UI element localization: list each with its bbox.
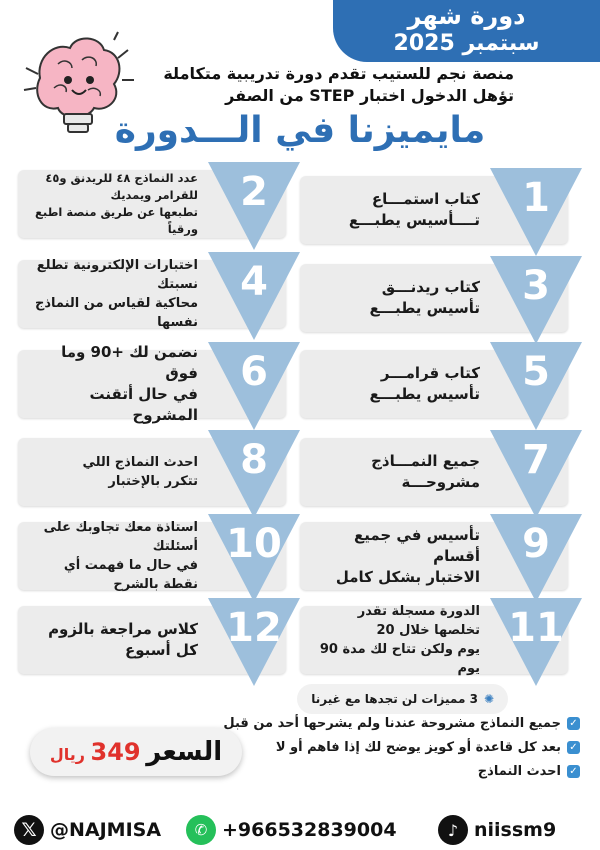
feature-line: في حال أتقنت المشروح: [89, 385, 198, 424]
exclusive-item: [223, 716, 580, 731]
feature-card-6: [18, 343, 286, 424]
feature-card-12: [18, 606, 286, 674]
twitter-text: @NAJMISA: [50, 819, 162, 841]
feature-line: كلاس مراجعة بالزوم: [48, 620, 198, 638]
intro-line1: منصة نجم للستيب تقدم دورة تدريبية متكاملة: [163, 64, 514, 83]
feature-number: 5: [522, 349, 550, 395]
feature-line: استاذة معك تجاوبك على أسئلتك: [43, 520, 198, 554]
feature-number: 9: [522, 521, 550, 567]
feature-line: كتاب استمـــاع: [371, 190, 480, 208]
feature-number: 6: [240, 349, 268, 395]
tiktok-icon: ♪: [438, 815, 468, 845]
check-icon: ✓: [567, 765, 580, 778]
page-title: مايميزنا في الـــدورة: [114, 110, 486, 151]
tiktok-handle[interactable]: [438, 812, 556, 848]
feature-line: نضمن لك +90 وما فوق: [61, 343, 198, 382]
feature-card-7: [300, 438, 568, 506]
feature-card-4: [18, 260, 286, 328]
badge-line2: سبتمبر 2025: [393, 31, 540, 56]
feature-line: مشروحـــة: [401, 473, 480, 491]
exclusive-item: [276, 740, 580, 755]
price-amount: 349: [90, 738, 141, 766]
exclusives-title-text: 3 مميزات لن تجدها مع غيرنا: [311, 692, 478, 706]
feature-line: تتكرر بالإختبار: [108, 474, 198, 489]
feature-line: اختبارات الإلكترونية تطلع نسبتك: [36, 258, 198, 292]
exclusive-item-text: بعد كل قاعدة أو كويز يوضح لك إذا فاهم أو لا: [275, 740, 561, 755]
price-label: السعر: [146, 737, 223, 767]
feature-number: 7: [522, 437, 550, 483]
feature-number: 12: [226, 605, 282, 651]
exclusive-item-text: جميع النماذج مشروحة عندنا ولم يشرحها أحد من قبل: [223, 716, 561, 731]
feature-line: محاكية لقياس من النماذج نفسها: [34, 296, 198, 330]
price-currency: ريال: [49, 745, 85, 764]
feature-number: 1: [522, 175, 550, 221]
feature-line: الاختبار بشكل كامل: [335, 567, 480, 586]
feature-line: تأسيس يطبـــع: [369, 299, 480, 317]
price-badge: [30, 728, 242, 776]
intro-line2: تؤهل الدخول اختبار STEP من الصفر: [225, 86, 514, 105]
whatsapp-number[interactable]: [186, 812, 397, 848]
feature-number: 10: [226, 521, 282, 567]
feature-line: كل أسبوع: [124, 641, 198, 659]
twitter-handle[interactable]: [14, 812, 161, 848]
whatsapp-icon: ✆: [186, 815, 216, 845]
feature-card-9: [300, 522, 568, 590]
feature-card-10: [18, 522, 286, 590]
badge-line1: دورة شهر: [407, 2, 526, 30]
x-twitter-icon: 𝕏: [14, 815, 44, 845]
feature-line: عدد النماذج ٤٨ للريدنق و٤٥ للقرامر ويمديك: [45, 171, 198, 202]
feature-card-1: [300, 176, 568, 244]
tiktok-text: niissm9: [474, 819, 557, 841]
feature-number: 4: [240, 259, 268, 305]
sparkle-icon: ✺: [483, 692, 494, 706]
feature-number: 8: [240, 437, 268, 483]
feature-number: 3: [522, 263, 550, 309]
feature-line: تأسيس يطبـــع: [369, 385, 480, 403]
feature-line: تطبعها عن طريق منصة اطبع ورقياً: [35, 205, 198, 236]
feature-card-8: [18, 438, 286, 506]
feature-line: كتاب قرامـــر: [380, 364, 480, 382]
whatsapp-text: +966532839004: [222, 819, 397, 841]
feature-line: تــــأسيس يطبـــع: [348, 211, 480, 229]
feature-card-2: [18, 170, 286, 238]
exclusives-title: [297, 684, 508, 714]
exclusive-item: [478, 764, 580, 779]
feature-card-3: [300, 264, 568, 332]
feature-card-5: [300, 350, 568, 418]
feature-line: في حال ما فهمت أي نقطة بالشرح: [63, 558, 198, 592]
feature-line: الدورة مسجلة تقدر تخلصها خلال 20: [357, 604, 480, 638]
feature-number: 11: [508, 605, 564, 651]
feature-line: كتاب ريدنـــق: [381, 278, 480, 296]
exclusive-item-text: احدث النماذج: [477, 764, 561, 779]
month-badge: [333, 0, 600, 62]
feature-line: احدث النماذج اللي: [82, 455, 198, 470]
feature-line: تأسيس في جميع أقسام: [353, 525, 480, 565]
feature-line: يوم ولكن تتاح لك مدة 90 يوم: [319, 642, 480, 676]
check-icon: ✓: [567, 717, 580, 730]
check-icon: ✓: [567, 741, 580, 754]
feature-line: جميع النمـــاذج: [371, 452, 480, 470]
feature-number: 2: [240, 169, 268, 215]
feature-card-11: [300, 606, 568, 674]
